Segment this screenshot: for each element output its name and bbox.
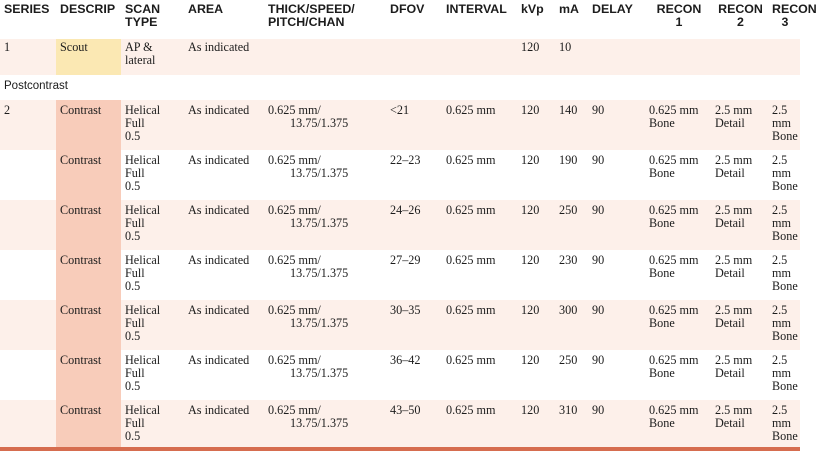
cell-scan-type: Helical Full 0.5 bbox=[121, 350, 184, 400]
thick-line-1: 0.625 mm/ bbox=[268, 203, 321, 217]
table-row bbox=[0, 100, 800, 150]
cell-recon-2 bbox=[711, 39, 768, 75]
cell-recon-1: 0.625 mm Bone bbox=[645, 300, 711, 350]
cell-thick bbox=[264, 39, 386, 75]
cell-series: 2 bbox=[0, 100, 56, 150]
cell-recon-3: 2.5 mm Bone bbox=[768, 200, 800, 250]
cell-area: As indicated bbox=[184, 150, 264, 200]
cell-recon-2: 2.5 mm Detail bbox=[711, 100, 768, 150]
header-delay: DELAY bbox=[588, 0, 645, 39]
cell-recon-2: 2.5 mm Detail bbox=[711, 250, 768, 300]
header-thick-speed-pitch-chan: THICK/SPEED/ PITCH/CHAN bbox=[264, 0, 386, 39]
cell-descrip: Contrast bbox=[56, 200, 121, 250]
thick-line-1: 0.625 mm/ bbox=[268, 303, 321, 317]
thick-line-1: 0.625 mm/ bbox=[268, 403, 321, 417]
cell-area: As indicated bbox=[184, 250, 264, 300]
header-ma: mA bbox=[555, 0, 588, 39]
bottom-rule bbox=[0, 447, 800, 451]
thick-line-1: 0.625 mm/ bbox=[268, 153, 321, 167]
cell-recon-3: 2.5 mm Bone bbox=[768, 150, 800, 200]
cell-ma: 230 bbox=[555, 250, 588, 300]
cell-dfov: <21 bbox=[386, 100, 442, 150]
cell-recon-3: 2.5 mm Bone bbox=[768, 400, 800, 450]
header-recon-3: RECON 3 bbox=[768, 0, 800, 39]
cell-interval: 0.625 mm bbox=[442, 150, 517, 200]
cell-recon-3: 2.5 mm Bone bbox=[768, 350, 800, 400]
cell-recon-2: 2.5 mm Detail bbox=[711, 300, 768, 350]
cell-area: As indicated bbox=[184, 350, 264, 400]
cell-dfov: 22–23 bbox=[386, 150, 442, 200]
cell-delay: 90 bbox=[588, 350, 645, 400]
cell-area: As indicated bbox=[184, 200, 264, 250]
cell-delay: 90 bbox=[588, 400, 645, 450]
thick-line-2: 13.75/1.375 bbox=[290, 116, 349, 130]
cell-recon-1 bbox=[645, 39, 711, 75]
cell-delay: 90 bbox=[588, 300, 645, 350]
cell-ma: 140 bbox=[555, 100, 588, 150]
cell-kvp: 120 bbox=[517, 150, 555, 200]
header-series: SERIES bbox=[0, 0, 56, 39]
header-descrip: DESCRIP bbox=[56, 0, 121, 39]
cell-interval: 0.625 mm bbox=[442, 350, 517, 400]
cell-delay: 90 bbox=[588, 200, 645, 250]
cell-recon-3: 2.5 mm Bone bbox=[768, 250, 800, 300]
header-dfov: DFOV bbox=[386, 0, 442, 39]
cell-series bbox=[0, 350, 56, 400]
cell-interval: 0.625 mm bbox=[442, 250, 517, 300]
cell-series bbox=[0, 150, 56, 200]
header-interval: INTERVAL bbox=[442, 0, 517, 39]
cell-descrip: Contrast bbox=[56, 400, 121, 450]
header-row bbox=[0, 0, 800, 39]
cell-thick bbox=[264, 350, 386, 400]
cell-thick bbox=[264, 300, 386, 350]
cell-recon-3 bbox=[768, 39, 800, 75]
cell-series bbox=[0, 400, 56, 450]
cell-kvp: 120 bbox=[517, 250, 555, 300]
scout-row bbox=[0, 39, 800, 75]
cell-kvp: 120 bbox=[517, 300, 555, 350]
cell-delay: 90 bbox=[588, 100, 645, 150]
table-row bbox=[0, 250, 800, 300]
cell-kvp: 120 bbox=[517, 400, 555, 450]
thick-line-2: 13.75/1.375 bbox=[290, 216, 349, 230]
cell-ma: 10 bbox=[555, 39, 588, 75]
cell-dfov: 36–42 bbox=[386, 350, 442, 400]
table-row bbox=[0, 200, 800, 250]
header-kvp: kVp bbox=[517, 0, 555, 39]
cell-recon-1: 0.625 mm Bone bbox=[645, 350, 711, 400]
cell-dfov: 43–50 bbox=[386, 400, 442, 450]
thick-line-1: 0.625 mm/ bbox=[268, 253, 321, 267]
thick-line-2: 13.75/1.375 bbox=[290, 166, 349, 180]
thick-line-2: 13.75/1.375 bbox=[290, 366, 349, 380]
cell-scan-type: Helical Full 0.5 bbox=[121, 100, 184, 150]
cell-interval: 0.625 mm bbox=[442, 200, 517, 250]
cell-recon-2: 2.5 mm Detail bbox=[711, 350, 768, 400]
cell-area: As indicated bbox=[184, 400, 264, 450]
cell-interval: 0.625 mm bbox=[442, 100, 517, 150]
cell-thick bbox=[264, 400, 386, 450]
cell-series bbox=[0, 250, 56, 300]
cell-recon-1: 0.625 mm Bone bbox=[645, 100, 711, 150]
cell-area: As indicated bbox=[184, 300, 264, 350]
cell-thick bbox=[264, 250, 386, 300]
cell-ma: 190 bbox=[555, 150, 588, 200]
table-row bbox=[0, 400, 800, 450]
cell-series: 1 bbox=[0, 39, 56, 75]
cell-kvp: 120 bbox=[517, 350, 555, 400]
cell-scan-type: Helical Full 0.5 bbox=[121, 150, 184, 200]
cell-descrip: Contrast bbox=[56, 250, 121, 300]
cell-delay: 90 bbox=[588, 150, 645, 200]
cell-descrip: Contrast bbox=[56, 300, 121, 350]
table-row bbox=[0, 150, 800, 200]
cell-scan-type: Helical Full 0.5 bbox=[121, 300, 184, 350]
cell-ma: 250 bbox=[555, 350, 588, 400]
cell-area: As indicated bbox=[184, 100, 264, 150]
section-label: Postcontrast bbox=[0, 75, 800, 100]
cell-recon-1: 0.625 mm Bone bbox=[645, 150, 711, 200]
cell-interval: 0.625 mm bbox=[442, 400, 517, 450]
cell-descrip: Scout bbox=[56, 39, 121, 75]
cell-kvp: 120 bbox=[517, 100, 555, 150]
header-recon-1: RECON 1 bbox=[645, 0, 711, 39]
cell-recon-2: 2.5 mm Detail bbox=[711, 150, 768, 200]
cell-recon-1: 0.625 mm Bone bbox=[645, 200, 711, 250]
cell-dfov: 30–35 bbox=[386, 300, 442, 350]
cell-delay bbox=[588, 39, 645, 75]
cell-thick bbox=[264, 100, 386, 150]
cell-thick bbox=[264, 150, 386, 200]
cell-descrip: Contrast bbox=[56, 100, 121, 150]
cell-dfov: 27–29 bbox=[386, 250, 442, 300]
cell-descrip: Contrast bbox=[56, 350, 121, 400]
thick-line-2: 13.75/1.375 bbox=[290, 316, 349, 330]
cell-dfov bbox=[386, 39, 442, 75]
cell-scan-type: Helical Full 0.5 bbox=[121, 400, 184, 450]
section-row bbox=[0, 75, 800, 100]
header-recon-2: RECON 2 bbox=[711, 0, 768, 39]
cell-recon-1: 0.625 mm Bone bbox=[645, 400, 711, 450]
thick-line-1: 0.625 mm/ bbox=[268, 103, 321, 117]
thick-line-2: 13.75/1.375 bbox=[290, 266, 349, 280]
cell-series bbox=[0, 200, 56, 250]
cell-scan-type: Helical Full 0.5 bbox=[121, 200, 184, 250]
cell-recon-2: 2.5 mm Detail bbox=[711, 200, 768, 250]
thick-line-2: 13.75/1.375 bbox=[290, 416, 349, 430]
cell-thick bbox=[264, 200, 386, 250]
cell-recon-3: 2.5 mm Bone bbox=[768, 100, 800, 150]
cell-interval bbox=[442, 39, 517, 75]
header-area: AREA bbox=[184, 0, 264, 39]
cell-ma: 300 bbox=[555, 300, 588, 350]
cell-dfov: 24–26 bbox=[386, 200, 442, 250]
cell-area: As indicated bbox=[184, 39, 264, 75]
cell-interval: 0.625 mm bbox=[442, 300, 517, 350]
cell-series bbox=[0, 300, 56, 350]
cell-ma: 250 bbox=[555, 200, 588, 250]
table-row bbox=[0, 300, 800, 350]
cell-recon-3: 2.5 mm Bone bbox=[768, 300, 800, 350]
cell-recon-2: 2.5 mm Detail bbox=[711, 400, 768, 450]
cell-descrip: Contrast bbox=[56, 150, 121, 200]
cell-scan-type: AP & lateral bbox=[121, 39, 184, 75]
thick-line-1: 0.625 mm/ bbox=[268, 353, 321, 367]
cell-scan-type: Helical Full 0.5 bbox=[121, 250, 184, 300]
cell-kvp: 120 bbox=[517, 200, 555, 250]
cell-ma: 310 bbox=[555, 400, 588, 450]
header-scan-type: SCAN TYPE bbox=[121, 0, 184, 39]
cell-recon-1: 0.625 mm Bone bbox=[645, 250, 711, 300]
series-rows bbox=[0, 100, 800, 450]
table-row bbox=[0, 350, 800, 400]
cell-delay: 90 bbox=[588, 250, 645, 300]
cell-kvp: 120 bbox=[517, 39, 555, 75]
